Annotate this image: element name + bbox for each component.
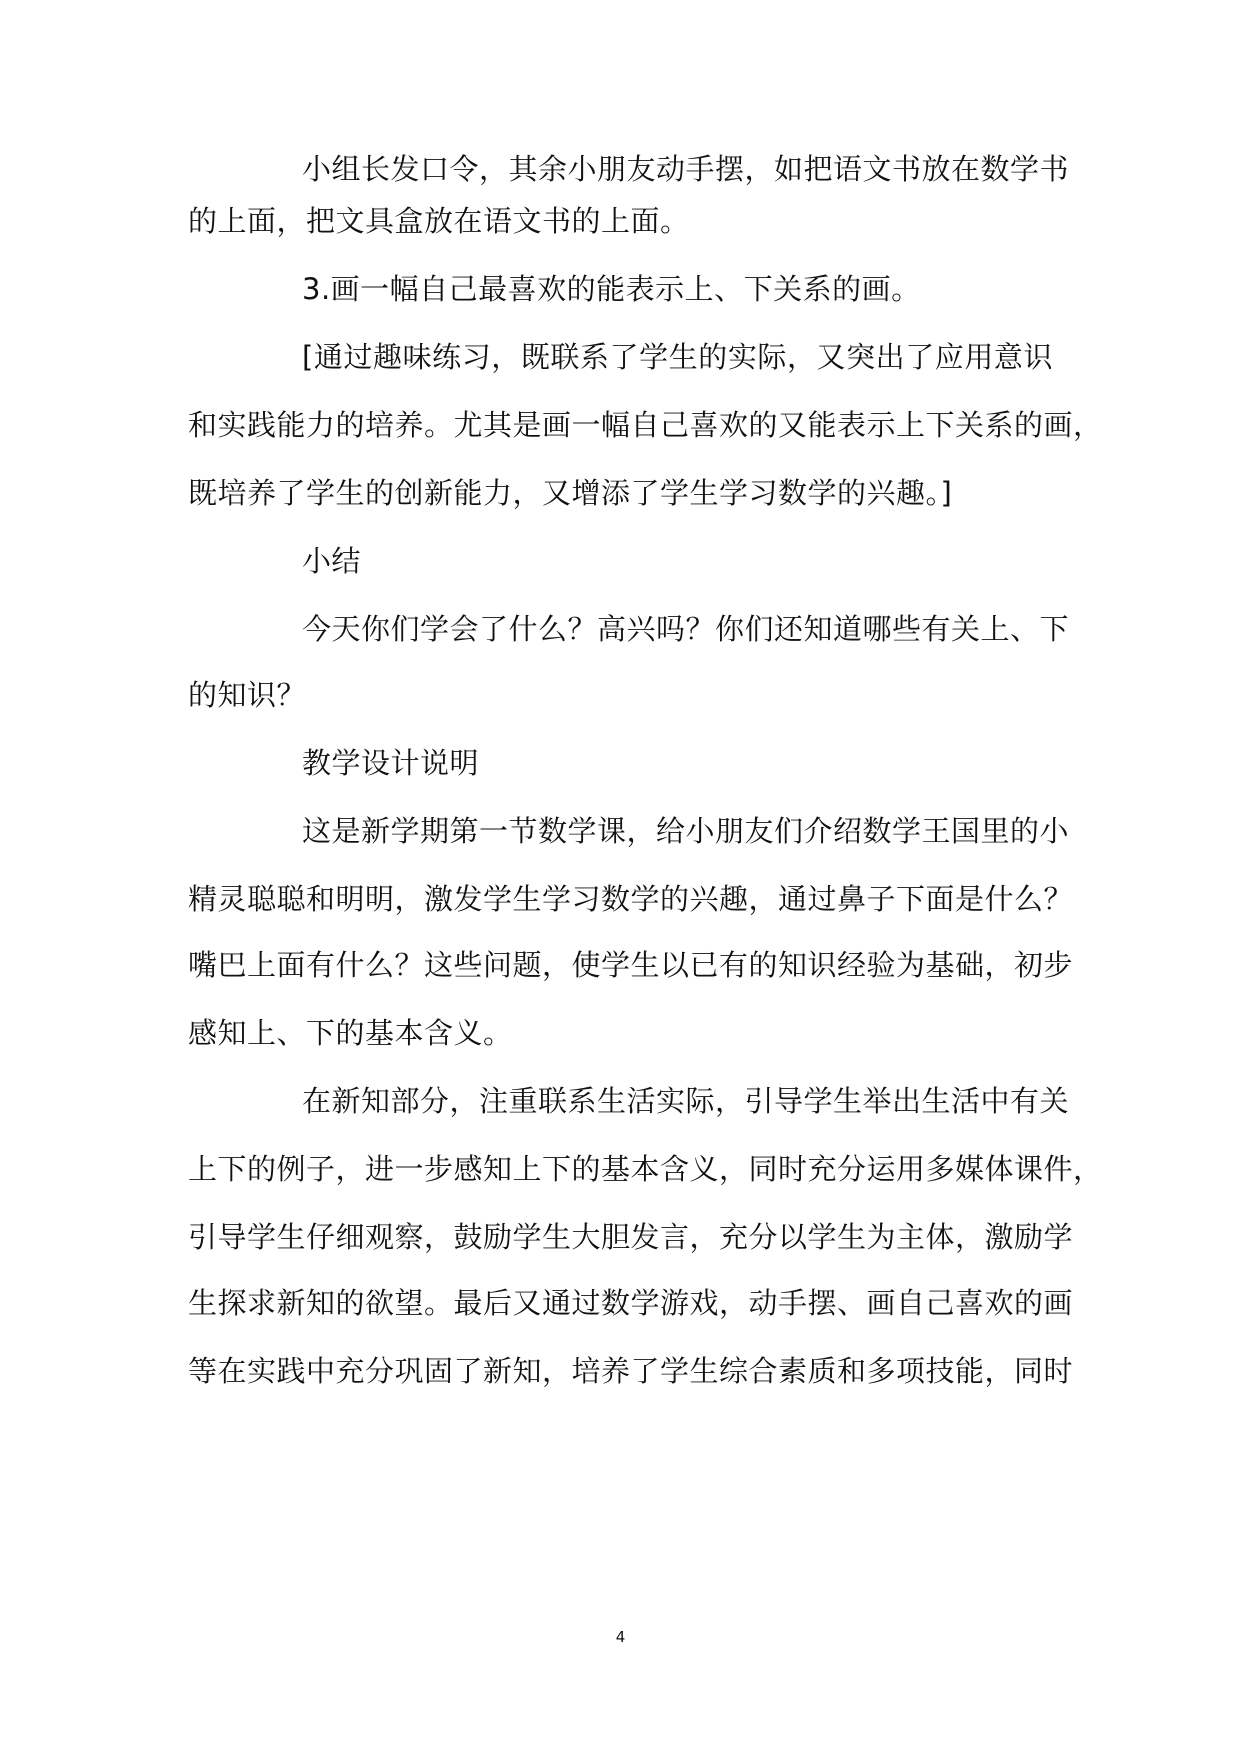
paragraph-line: 生探求新知的欲望。最后又通过数学游戏，动手摆、画自己喜欢的画 xyxy=(188,1286,1074,1320)
page-number: 4 xyxy=(615,1628,626,1646)
paragraph-line: 感知上、下的基本含义。 xyxy=(188,1016,513,1050)
paragraph-line: 今天你们学会了什么？高兴吗？你们还知道哪些有关上、下 xyxy=(302,612,1070,646)
paragraph-line: 的上面，把文具盒放在语文书的上面。 xyxy=(188,204,690,238)
paragraph-line: 和实践能力的培养。尤其是画一幅自己喜欢的又能表示上下关系的画， xyxy=(188,408,1103,442)
paragraph-line: 既培养了学生的创新能力，又增添了学生学习数学的兴趣。] xyxy=(188,476,953,510)
paragraph-line: 这是新学期第一节数学课，给小朋友们介绍数学王国里的小 xyxy=(302,814,1070,848)
paragraph-line: 精灵聪聪和明明，激发学生学习数学的兴趣，通过鼻子下面是什么？ xyxy=(188,882,1074,916)
paragraph-line: [通过趣味练习，既联系了学生的实际，又突出了应用意识 xyxy=(302,340,1053,374)
paragraph-line: 等在实践中充分巩固了新知，培养了学生综合素质和多项技能，同时 xyxy=(188,1354,1074,1388)
paragraph-line: 小组长发口令，其余小朋友动手摆，如把语文书放在数学书 xyxy=(302,152,1070,186)
paragraph-line: 上下的例子，进一步感知上下的基本含义，同时充分运用多媒体课件， xyxy=(188,1152,1103,1186)
paragraph-line: 在新知部分，注重联系生活实际，引导学生举出生活中有关 xyxy=(302,1084,1070,1118)
section-heading: 小结 xyxy=(302,544,362,578)
paragraph-line: 嘴巴上面有什么？这些问题，使学生以已有的知识经验为基础，初步 xyxy=(188,948,1074,982)
paragraph-line: 3.画一幅自己最喜欢的能表示上、下关系的画。 xyxy=(302,272,921,306)
paragraph-line: 引导学生仔细观察，鼓励学生大胆发言，充分以学生为主体，激励学 xyxy=(188,1220,1074,1254)
section-heading: 教学设计说明 xyxy=(302,746,480,780)
paragraph-line: 的知识？ xyxy=(188,678,307,712)
